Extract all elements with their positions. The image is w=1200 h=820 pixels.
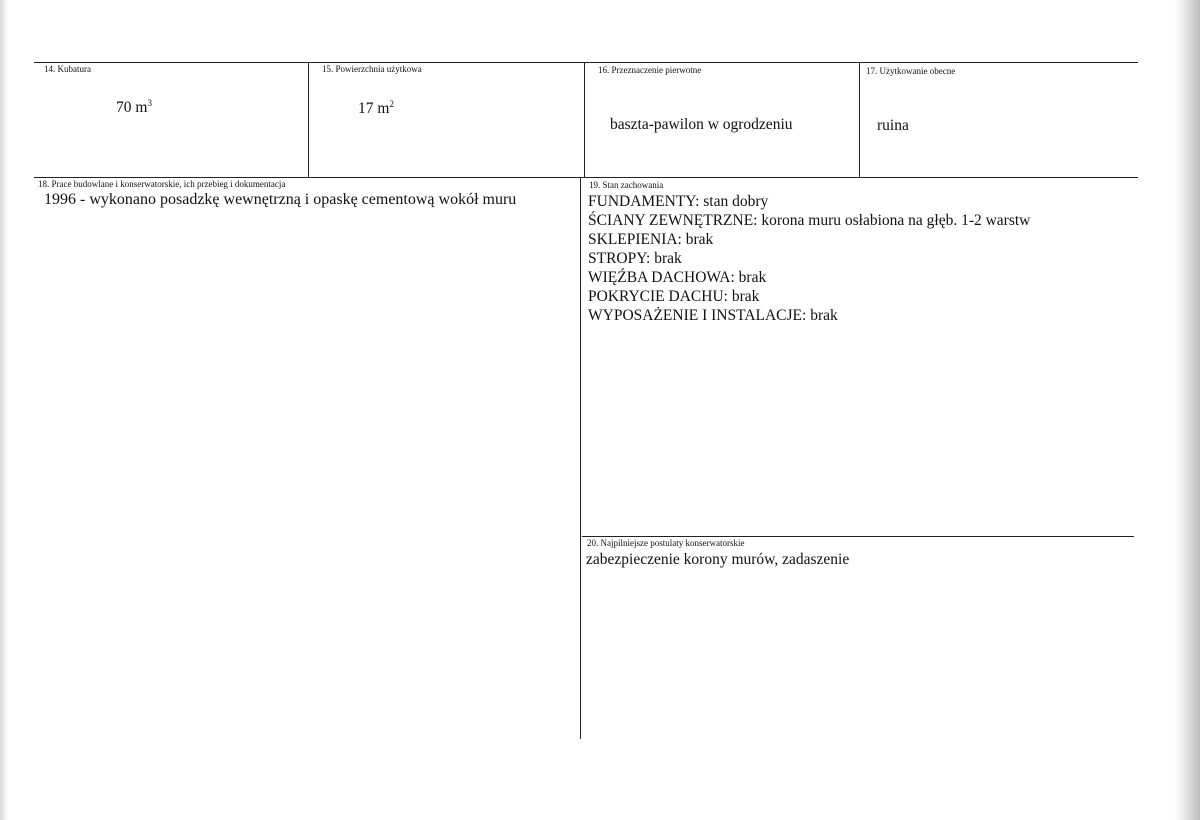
top-rule <box>34 62 1138 63</box>
field-19-label: 19. Stan zachowania <box>589 180 664 190</box>
field-20-value: zabezpieczenie korony murów, zadaszenie <box>586 551 850 568</box>
condition-roof-covering: POKRYCIE DACHU: brak <box>588 288 760 305</box>
field-15-value <box>358 99 394 118</box>
field-15-label: 15. Powierzchnia użytkowa <box>322 64 422 74</box>
field-18-value: 1996 - wykonano posadzkę wewnętrzną i opaskę cementową wokół muru <box>44 191 517 208</box>
divider-14-15 <box>308 62 309 177</box>
field-20-label: 20. Najpilniejsze postulaty konserwatorskie <box>587 538 745 548</box>
row1-bottom-rule <box>34 177 1138 178</box>
field-17-value: ruina <box>877 117 909 134</box>
condition-ceilings: STROPY: brak <box>588 250 682 267</box>
field-14-unit-exponent: 3 <box>147 98 152 108</box>
main-column-divider <box>580 177 581 739</box>
condition-external-walls: ŚCIANY ZEWNĘTRZNE: korona muru osłabiona na głęb. 1-2 warstw <box>588 212 1031 229</box>
scan-edge-left <box>0 0 8 820</box>
field-15-unit-exponent: 2 <box>389 99 394 109</box>
divider-15-16 <box>584 62 585 177</box>
condition-vaults: SKLEPIENIA: brak <box>588 231 714 248</box>
field-18-label: 18. Prace budowlane i konserwatorskie, ich przebieg i dokumentacja <box>38 179 286 189</box>
field-16-label: 16. Przeznaczenie pierwotne <box>598 65 702 75</box>
divider-16-17 <box>859 62 860 177</box>
field-14-value <box>116 98 152 117</box>
field-14-label: 14. Kubatura <box>44 64 91 74</box>
field20-top-rule <box>582 536 1134 537</box>
field-19-condition-list <box>588 192 1030 325</box>
condition-roof-truss: WIĘŹBA DACHOWA: brak <box>588 269 767 286</box>
field-15-number: 17 m <box>358 100 390 117</box>
field-17-label: 17. Użytkowanie obecne <box>866 66 956 76</box>
scan-edge-right <box>1174 0 1200 820</box>
field-16-value: baszta-pawilon w ogrodzeniu <box>610 116 793 133</box>
field-14-number: 70 m <box>116 99 148 116</box>
condition-equipment: WYPOSAŻENIE I INSTALACJE: brak <box>588 307 838 324</box>
condition-foundations: FUNDAMENTY: stan dobry <box>588 193 769 210</box>
